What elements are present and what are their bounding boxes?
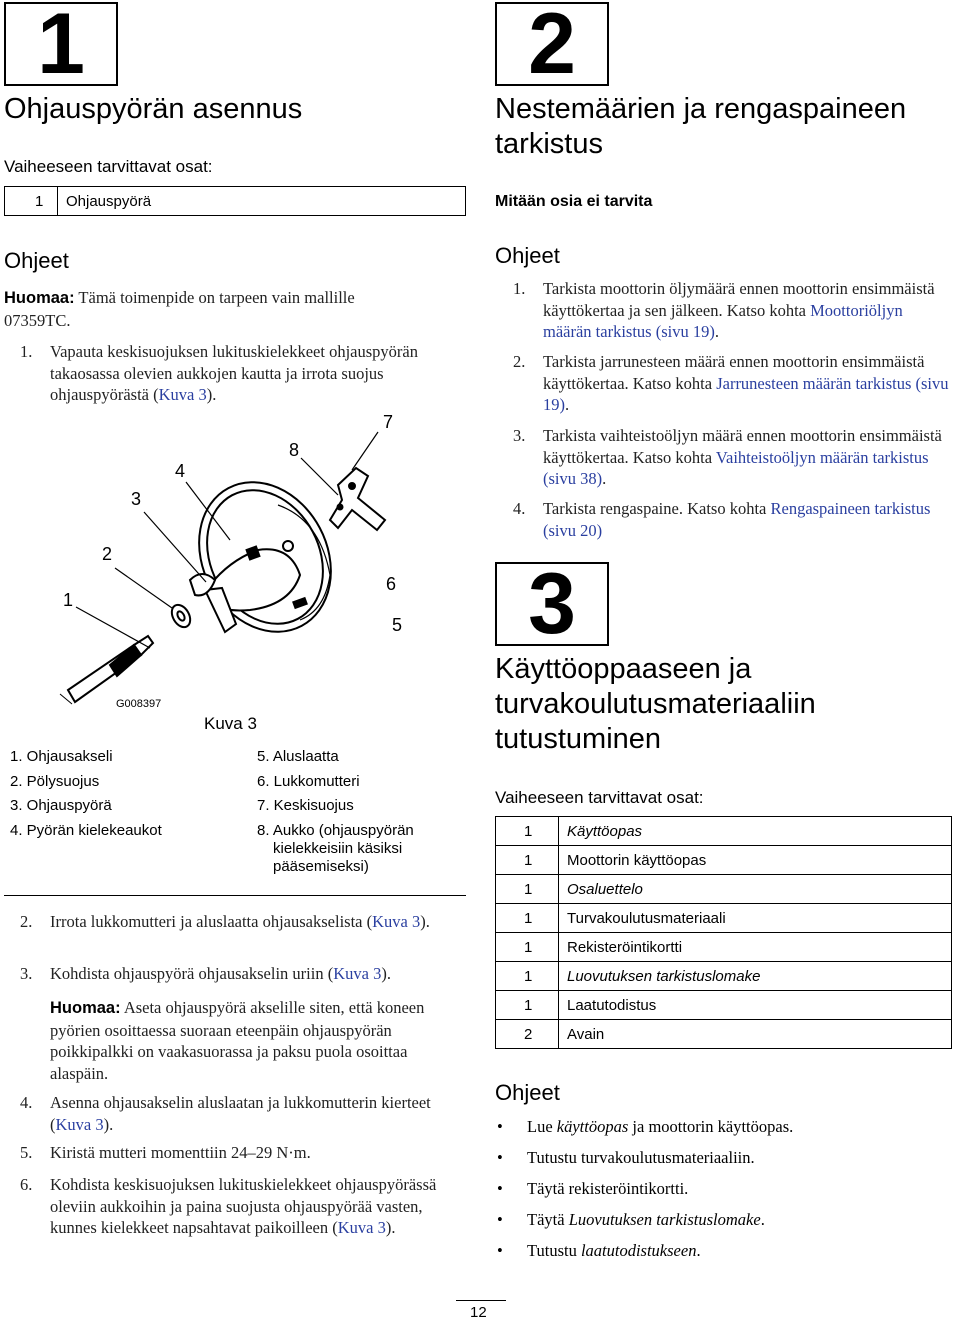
item-number: 2. — [513, 352, 526, 371]
list-item — [513, 425, 953, 490]
item-number: 6. — [20, 1175, 33, 1194]
section-link[interactable]: Rengaspaineen tarkistus (sivu 20) — [543, 499, 931, 540]
bullet-text-end: . — [696, 1241, 701, 1260]
parts-qty: 1 — [496, 817, 559, 846]
center-cover — [330, 468, 385, 530]
section-link[interactable]: Vaihteistoöljyn määrän tarkistus (sivu 38) — [543, 447, 929, 488]
note — [50, 997, 460, 1084]
instructions-list — [497, 1117, 937, 1272]
step-title: Käyttöoppaaseen ja turvakoulutusmateriaaliin tutustuminen — [495, 653, 816, 755]
list-item — [497, 1241, 937, 1272]
parts-qty: 1 — [496, 991, 559, 1020]
bullet-emphasis: Luovutuksen tarkistuslomake — [568, 1210, 761, 1229]
bullet-text-end: . — [760, 1210, 765, 1229]
table-row — [496, 904, 952, 933]
parts-qty: 1 — [496, 962, 559, 991]
parts-qty: 1 — [496, 933, 559, 962]
legend-item: 8. Aukko (ohjauspyörän kielekkeisiin käsiksi pääsemiseksi) — [257, 822, 414, 875]
step-number: 2 — [528, 0, 576, 92]
item-text: Irrota lukkomutteri ja aluslaatta ohjausakselista ( — [50, 912, 373, 931]
figure-link[interactable]: Kuva 3 — [55, 1114, 104, 1134]
step-number-box — [495, 0, 609, 92]
callout-1: 1 — [63, 590, 74, 610]
item-end: ). — [206, 385, 217, 404]
parts-heading: Vaiheeseen tarvittavat osat: — [495, 788, 704, 807]
parts-name: Rekisteröintikortti — [559, 933, 952, 962]
item-text: Asenna ohjausakselin aluslaatan ja lukkomutterin kierteet ( — [50, 1093, 431, 1134]
list-item — [20, 1142, 466, 1164]
bullet-text: Tutustu — [527, 1241, 581, 1260]
step-number-box — [4, 0, 118, 92]
bullet-text: Täytä rekisteröintikortti. — [527, 1179, 689, 1198]
legend-divider — [4, 895, 466, 896]
table-row — [5, 187, 466, 216]
figure-link[interactable]: Kuva 3 — [337, 1218, 386, 1237]
item-end: ). — [381, 964, 391, 983]
footer-rule — [456, 1300, 506, 1301]
step-number-box — [495, 555, 609, 652]
steering-wheel — [174, 459, 357, 655]
instructions-heading: Ohjeet — [4, 248, 69, 273]
parts-heading: Vaiheeseen tarvittavat osat: — [4, 157, 213, 176]
parts-qty: 1 — [496, 846, 559, 875]
parts-name: Turvakoulutusmateriaali — [559, 904, 952, 933]
table-row — [496, 846, 952, 875]
parts-name: Laatutodistus — [559, 991, 952, 1020]
page-number: 12 — [470, 1304, 487, 1321]
bullet-text: Tutustu turvakoulutusmateriaaliin. — [527, 1148, 755, 1167]
parts-table — [495, 816, 952, 1049]
parts-qty: 1 — [496, 875, 559, 904]
parts-name: Avain — [559, 1020, 952, 1049]
item-end: ). — [385, 1218, 396, 1237]
step-number: 3 — [528, 555, 576, 652]
item-end: . — [714, 322, 719, 341]
legend-item: 7. Keskisuojus — [257, 797, 354, 814]
note-text: Aseta ohjauspyörä akselille siten, että koneen pyörien osoittaessa suoraan eteenpäin ohjauspyörän poikkipalkki on vaakasuorassa ja paksu puola osoittaa alaspäin. — [50, 998, 425, 1083]
item-end: . — [602, 469, 607, 488]
item-text: Vapauta keskisuojuksen lukituskielekkeet ohjauspyörän takaosassa olevien aukkojen kautta ja irrota suojus ohjauspyörästä ( — [50, 342, 418, 404]
callout-4: 4 — [175, 461, 186, 481]
item-number: 2. — [20, 912, 33, 931]
list-item — [513, 498, 953, 541]
legend-item: 6. Lukkomutteri — [257, 773, 360, 790]
list-item — [20, 1092, 466, 1135]
item-end: . — [565, 395, 570, 414]
list-item — [497, 1179, 937, 1210]
instructions-heading: Ohjeet — [495, 243, 560, 268]
step-title: Ohjauspyörän asennus — [4, 93, 303, 125]
list-item — [20, 341, 466, 406]
item-number: 4. — [513, 499, 526, 518]
steering-wheel-figure — [0, 400, 466, 740]
figure-code: G008397 — [116, 698, 162, 710]
table-row — [496, 817, 952, 846]
list-item — [513, 278, 953, 343]
item-text: Tarkista jarrunesteen määrä ennen moottorin ensimmäistä käyttökertaa. Katso kohta — [543, 352, 925, 393]
bullet-text: Täytä — [527, 1210, 569, 1229]
bullet-emphasis: käyttöopas — [556, 1117, 629, 1136]
parts-name: Moottorin käyttöopas — [559, 846, 952, 875]
legend-item: 3. Ohjauspyörä — [10, 797, 112, 814]
note-text: Tämä toimenpide on tarpeen vain mallille 07359TC. — [4, 288, 355, 330]
callout-2: 2 — [102, 544, 113, 564]
callout-7: 7 — [383, 412, 394, 432]
item-text: Kohdista keskisuojuksen lukituskielekkeet ohjauspyörässä oleviin aukkoihin ja paina suojusta ohjauspyörää vasten, kunnes kielekkeet napsahtavat paikoilleen ( — [50, 1175, 437, 1237]
item-end: ). — [103, 1114, 114, 1134]
table-row — [496, 875, 952, 904]
callout-3: 3 — [131, 489, 142, 509]
figure-link[interactable]: Kuva 3 — [333, 964, 382, 983]
table-row — [496, 1020, 952, 1049]
list-item — [20, 963, 466, 985]
legend-item: 2. Pölysuojus — [10, 773, 100, 790]
item-text: Kiristä mutteri momenttiin 24–29 N·m. — [50, 1143, 311, 1162]
callout-8: 8 — [289, 440, 300, 460]
note — [4, 287, 424, 331]
note-label: Huomaa: — [4, 289, 75, 307]
instructions-heading: Ohjeet — [495, 1080, 560, 1105]
legend-item: 4. Pyörän kielekeaukot — [10, 822, 162, 839]
parts-qty: 1 — [5, 187, 58, 216]
list-item — [20, 1174, 466, 1239]
item-number: 3. — [20, 964, 33, 983]
bullet-emphasis: laatutodistukseen — [580, 1241, 697, 1260]
step-number: 1 — [37, 0, 85, 92]
item-text: Tarkista moottorin öljymäärä ennen moottorin ensimmäistä käyttökertaa ja sen jälkeen. Katso kohta — [543, 279, 935, 320]
figure-caption: Kuva 3 — [204, 714, 257, 733]
list-item — [497, 1148, 937, 1179]
list-item — [497, 1210, 937, 1241]
table-row — [496, 933, 952, 962]
figure-link[interactable]: Kuva 3 — [158, 385, 207, 404]
step-title: Nestemäärien ja rengaspaineen tarkistus — [495, 93, 907, 160]
item-number: 5. — [20, 1143, 33, 1162]
item-end: ). — [420, 912, 430, 931]
item-number: 4. — [20, 1093, 33, 1112]
callout-6: 6 — [386, 574, 397, 594]
item-number: 1. — [20, 342, 33, 361]
item-number: 1. — [513, 279, 526, 298]
legend-item: 1. Ohjausakseli — [10, 748, 113, 765]
item-text: Kohdista ohjauspyörä ohjausakselin uriin ( — [50, 964, 334, 983]
parts-qty: 1 — [496, 904, 559, 933]
list-item — [20, 911, 466, 933]
bullet-text: Lue — [527, 1117, 557, 1136]
legend-item: 5. Aluslaatta — [257, 748, 339, 765]
parts-qty: 2 — [496, 1020, 559, 1049]
item-text: Tarkista rengaspaine. Katso kohta — [543, 499, 771, 518]
parts-name: Osaluettelo — [559, 875, 952, 904]
parts-name: Käyttöopas — [559, 817, 952, 846]
dust-cover — [168, 602, 194, 631]
no-parts-text: Mitään osia ei tarvita — [495, 193, 653, 210]
figure-link[interactable]: Kuva 3 — [372, 912, 421, 931]
parts-name: Ohjauspyörä — [58, 187, 466, 216]
parts-name: Luovutuksen tarkistuslomake — [559, 962, 952, 991]
table-row — [496, 991, 952, 1020]
section-link[interactable]: Jarrunesteen määrän tarkistus (sivu 19) — [543, 373, 949, 414]
parts-table — [4, 186, 466, 216]
item-number: 3. — [513, 426, 526, 445]
note-label: Huomaa: — [50, 999, 121, 1017]
steering-shaft — [60, 636, 153, 704]
table-row — [496, 962, 952, 991]
callout-5: 5 — [392, 615, 403, 635]
list-item — [497, 1117, 937, 1148]
bullet-text-end: ja moottorin käyttöopas. — [628, 1117, 794, 1136]
section-link[interactable]: Moottoriöljyn määrän tarkistus (sivu 19) — [543, 300, 903, 341]
list-item — [513, 351, 953, 416]
item-text: Tarkista vaihteistoöljyn määrä ennen moottorin ensimmäistä käyttökertaa. Katso kohta — [543, 426, 942, 467]
